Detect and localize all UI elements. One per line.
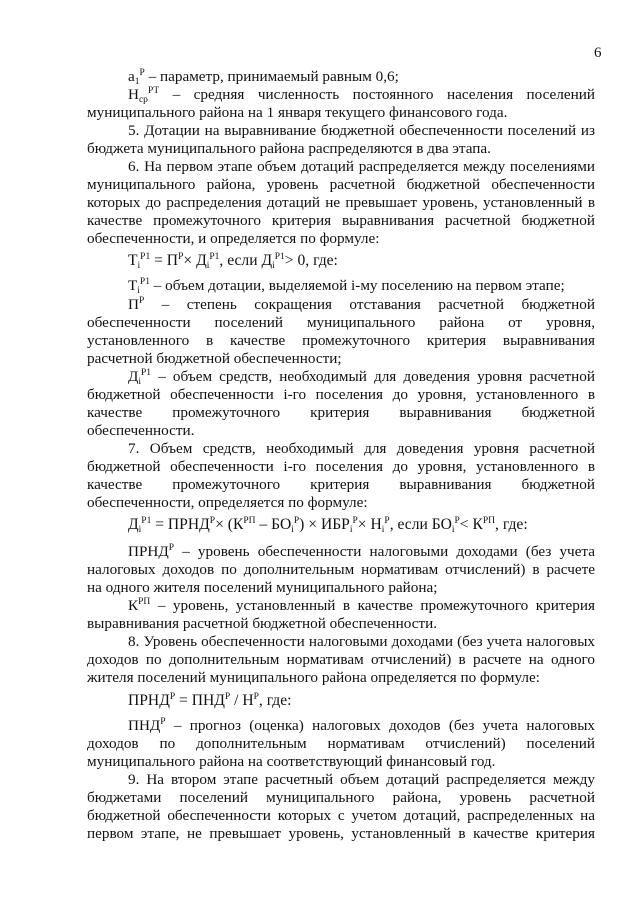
text-line: муниципального района, уровень расчетной бюджетной обеспеченности [87, 176, 595, 193]
text-line: бюджетной обеспеченности которых с учетом дотаций, распределенных на [87, 807, 595, 824]
text-line: обеспеченности, определяется по формуле: [87, 494, 368, 511]
text-line: первом этапе, не превышает уровень, установленный в качестве критерия [87, 825, 595, 842]
text-line: бюджетной обеспеченности i-го поселения до уровня, установленного в [87, 458, 595, 475]
text-line: 6. На первом этапе объем дотаций распределяется между поселениями [128, 158, 595, 175]
text-line: обеспеченности. [87, 422, 195, 439]
text-line: 7. Объем средств, необходимый для доведения уровня расчетной [128, 440, 595, 457]
text-line: $a_1^P$ – параметр, принимаемый равным 0,6; [128, 68, 399, 87]
text-line: $ПНД^Р$ – прогноз (оценка) налоговых доходов (без учета налоговых [128, 717, 595, 734]
formula-line: $Т_i^{Р1} = П^Р\times Д_i^{Р1}$, если $Д_i^{Р1}> 0$, где: [128, 252, 338, 271]
text-line: 8. Уровень обеспеченности налоговыми доходами (без учета налоговых [128, 633, 595, 650]
text-line: на одного жителя поселений муниципального района; [87, 579, 438, 596]
text-line: муниципального района на соответствующий финансовый год. [87, 753, 496, 770]
text-line: $Н_{ср}^{РТ}$ – средняя численность постоянного населения поселений [128, 86, 595, 105]
text-line: обеспеченности, и определяется по формуле: [87, 230, 380, 247]
text-line: которых до распределения дотаций не превышает уровень, установленный в [87, 194, 595, 211]
text-line: обеспеченности поселений муниципального района от уровня, [87, 314, 595, 331]
text-line: налоговых доходов по дополнительным нормативам отчислений) в расчете [87, 561, 595, 578]
text-line: 9. На втором этапе расчетный объем дотаций распределяется между [128, 771, 595, 788]
text-line: расчетной бюджетной обеспеченности; [87, 350, 342, 367]
text-line: бюджетами поселений муниципального района, уровень расчетной [87, 789, 595, 806]
text-line: $К^{РП}$ – уровень, установленный в качестве промежуточного критерия [128, 597, 595, 614]
formula-line: $ПРНД^Р = ПНД^Р / Н^Р$, где: [128, 692, 292, 709]
text-line: бюджета муниципального района распределяются в два этапа. [87, 140, 491, 157]
text-line: качестве промежуточного критерия выравнивания бюджетной [87, 404, 595, 421]
text-line: жителя поселений муниципального района определяется по формуле: [87, 669, 540, 686]
formula-line: $Д_i^{Р1}$ = $ПРНД^Р\times (К^{РП} - БО_i^Р) \times ИБР_i^Р\times Н_i^Р$, если $БО_i^Р< К^{РП}$, где: [128, 516, 528, 535]
text-line: доходов по дополнительным нормативам отчислений) поселений [87, 735, 595, 752]
text-line: $Д_i^{Р1}$ – объем средств, необходимый для доведения уровня расчетной [128, 368, 595, 387]
text-line: $ПРНД^Р$ – уровень обеспеченности налоговыми доходами (без учета [128, 543, 595, 560]
text-line: $Т_i^{Р1}$ – объем дотации, выделяемой i-му поселению на первом этапе; [128, 277, 565, 296]
text-line: доходов по дополнительным нормативам отчислений) в расчете на одного [87, 651, 595, 668]
text-line: $П^Р$ – степень сокращения отставания расчетной бюджетной [128, 296, 595, 313]
text-line: муниципального района на 1 января текущего финансового года. [87, 104, 508, 121]
text-line: установленного в качестве промежуточного критерия выравнивания [87, 332, 595, 349]
text-line: качестве промежуточного критерия выравнивания расчетной бюджетной [87, 212, 595, 229]
text-line: бюджетной обеспеченности i-го поселения до уровня, установленного в [87, 386, 595, 403]
text-line: 5. Дотации на выравнивание бюджетной обеспеченности поселений из [128, 122, 595, 139]
page-number: 6 [594, 45, 602, 61]
text-line: качестве промежуточного критерия выравнивания бюджетной [87, 476, 595, 493]
text-line: выравнивания расчетной бюджетной обеспеченности. [87, 615, 438, 632]
